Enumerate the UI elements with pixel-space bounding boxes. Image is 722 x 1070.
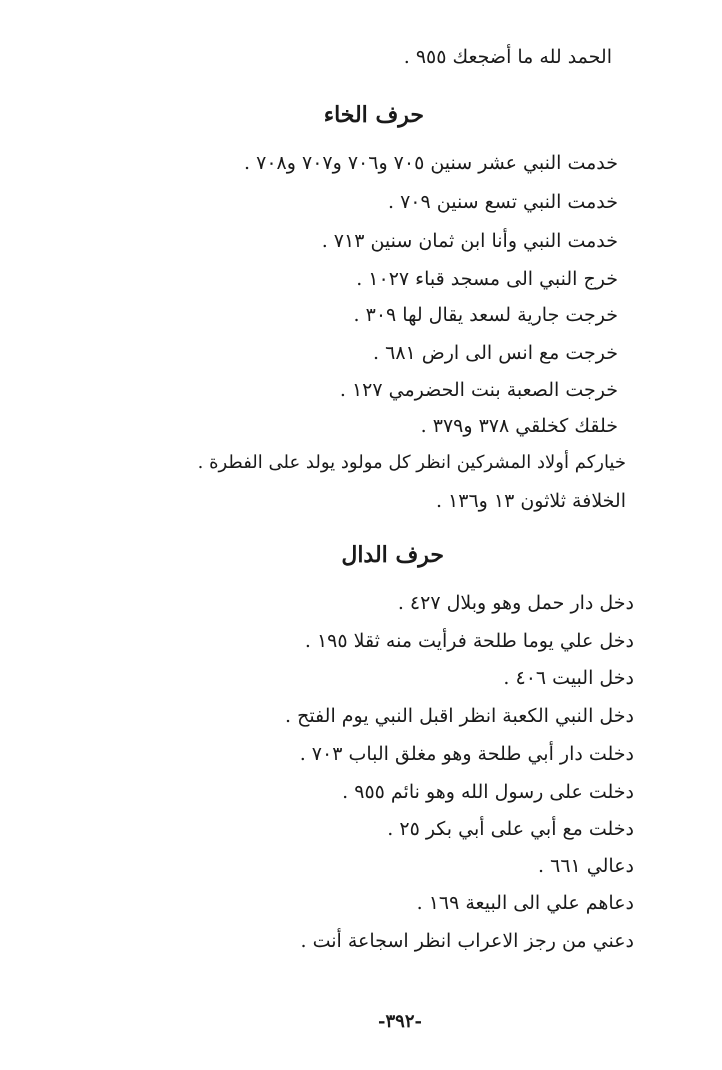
entry-kha-2: خدمت النبي تسع سنين ٧٠٩ . xyxy=(387,191,618,213)
entry-kha-6: خرجت مع انس الى ارض ٦٨١ . xyxy=(373,342,618,364)
entry-dal-5: دخلت دار أبي طلحة وهو مغلق الباب ٧٠٣ . xyxy=(299,743,634,765)
entry-kha-10: الخلافة ثلاثون ١٣ و١٣٦ . xyxy=(435,490,626,512)
entry-dal-1: دخل دار حمل وهو وبلال ٤٢٧ . xyxy=(397,592,634,614)
heading-kha: حرف الخاء xyxy=(323,102,424,128)
entry-dal-8: دعالي ٦٦١ . xyxy=(538,855,634,877)
entry-dal-6: دخلت على رسول الله وهو نائم ٩٥٥ . xyxy=(342,781,634,803)
entry-dal-4: دخل النبي الكعبة انظر اقبل النبي يوم الفتح . xyxy=(284,705,634,727)
entry-kha-7: خرجت الصعبة بنت الحضرمي ١٢٧ . xyxy=(339,379,618,401)
entry-dal-3: دخل البيت ٤٠٦ . xyxy=(503,667,634,689)
heading-dal: حرف الدال xyxy=(341,542,444,568)
entry-dal-2: دخل علي يوما طلحة فرأيت منه ثقلا ١٩٥ . xyxy=(304,630,634,652)
entry-kha-1: خدمت النبي عشر سنين ٧٠٥ و٧٠٦ و٧٠٧ و٧٠٨ . xyxy=(244,152,618,174)
entry-dal-9: دعاهم علي الى البيعة ١٦٩ . xyxy=(416,892,634,914)
entry-kha-3: خدمت النبي وأنا ابن ثمان سنين ٧١٣ . xyxy=(321,230,618,252)
entry-dal-10: دعني من رجز الاعراب انظر اسجاعة أنت . xyxy=(300,930,634,952)
entry-kha-9: خياركم أولاد المشركين انظر كل مولود يولد على الفطرة . xyxy=(197,452,626,473)
entry-kha-5: خرجت جارية لسعد يقال لها ٣٠٩ . xyxy=(353,304,618,326)
page-number: -٣٩٢- xyxy=(378,1011,422,1032)
entry-kha-8: خلقك كخلقي ٣٧٨ و٣٧٩ . xyxy=(420,415,618,437)
entry-kha-4: خرج النبي الى مسجد قباء ١٠٢٧ . xyxy=(356,268,618,290)
entry-dal-7: دخلت مع أبي على أبي بكر ٢٥ . xyxy=(387,818,634,840)
entry-top: الحمد لله ما أضجعك ٩٥٥ . xyxy=(403,46,612,68)
